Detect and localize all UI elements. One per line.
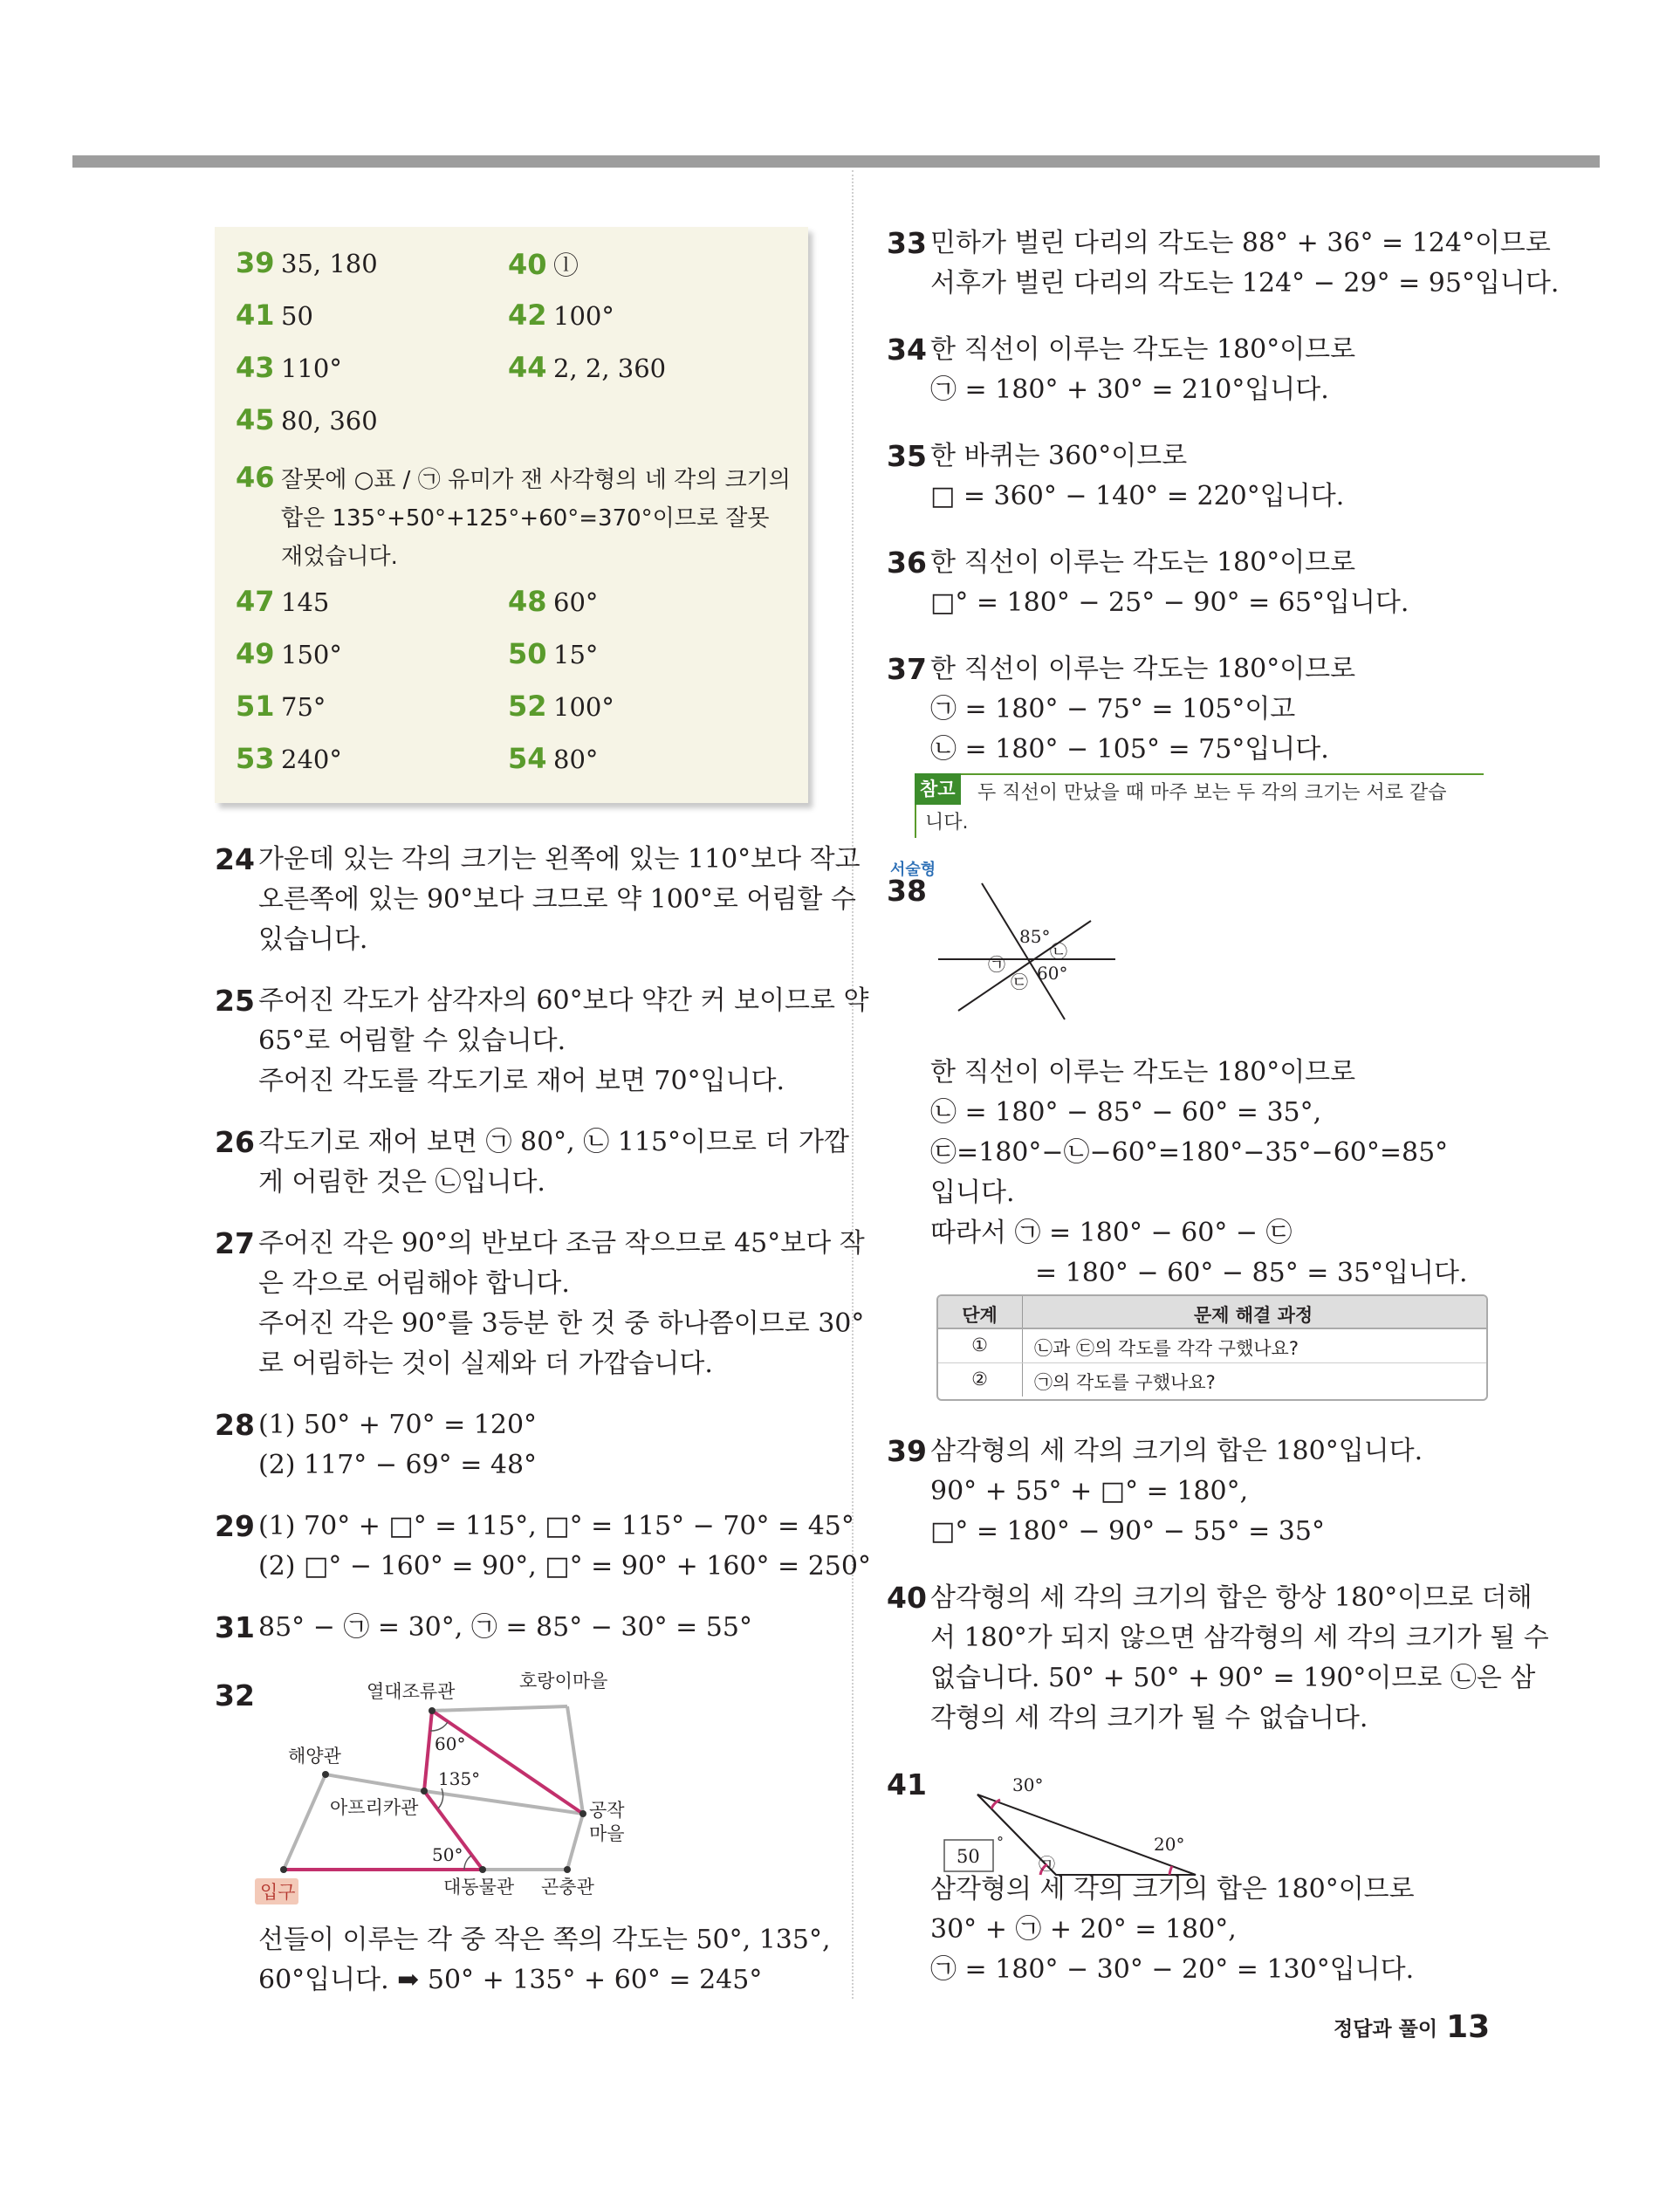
problem-40-right: 40 삼각형의 세 각의 크기의 합은 항상 180°이므로 더해 서 180°가 되지 않으면 삼각형의 세 각의 크기가 될 수 없습니다. 50° + 50° + 90° = 190°이므로 ㉡은 삼 각형의 세 각의 크기가 될 수 없습니다. — [887, 1581, 1549, 1733]
label-entrance: 입구 — [260, 1882, 296, 1903]
grading-table — [936, 1294, 1488, 1401]
label-insect-hall: 곤충관 — [541, 1877, 594, 1898]
problem-36: 36 한 직선이 이루는 각도는 180°이므로 □° = 180° − 25° − 90° = 65°입니다. — [887, 546, 1409, 618]
problem-24: 24 가운데 있는 각의 크기는 왼쪽에 있는 110°보다 작고 오른쪽에 있는 90°보다 크므로 약 100°로 어림할 수 있습니다. — [215, 842, 861, 955]
problem-39-right: 39 삼각형의 세 각의 크기의 합은 180°입니다. 90° + 55° + □° = 180°, □° = 180° − 90° − 55° = 35° — [887, 1434, 1423, 1547]
label-tiger-village: 호랑이마을 — [519, 1671, 608, 1692]
problem-41-text: 삼각형의 세 각의 크기의 합은 180°이므로 30° + ㉠ + 20° = 180°, ㉠ = 180° − 30° − 20° = 130°입니다. — [930, 1874, 1415, 1985]
answer-39: 39 35, 180 — [236, 246, 378, 279]
problem-37: 37 한 직선이 이루는 각도는 180°이므로 ㉠ = 180° − 75° = 105°이고 ㉡ = 180° − 105° = 75°입니다. — [887, 652, 1356, 765]
answer-41: 41 50 — [236, 299, 313, 332]
table-row: ② ㉠의 각도를 구했나요? — [938, 1363, 1486, 1397]
problem-26: 26 각도기로 재어 보면 ㉠ 80°, ㉡ 115°이므로 더 가깝 게 어림한 것은 ㉡입니다. — [215, 1125, 849, 1198]
problem-29: 29 (1) 70° + □° = 115°, □° = 115° − 70° = 45° (2) □° − 160° = 90°, □° = 90° + 160° = 250° — [215, 1509, 871, 1582]
answer-46: 46 잘못에 ○표 / ㉠ 유미가 잰 사각형의 네 각의 크기의 합은 135°+50°+125°+60°=370°이므로 잘못 재었습니다. — [236, 461, 791, 570]
problem-38-text: 한 직선이 이루는 각도는 180°이므로 ㉡ = 180° − 85° − 60° = 35°, ㉢=180°−㉡−60°=180°−35°−60°=85° 입니다. 따라서 ㉠ = 180° − 60° − ㉢ = 180° − 60° − 85° = 35°입니다. — [930, 1057, 1468, 1288]
angle-135-label: 135° — [438, 1768, 481, 1789]
footer-title: 정답과 풀이 — [1334, 2018, 1438, 2041]
essay-type-tag: 서술형 — [890, 861, 936, 879]
angle-g-label: ㉠ — [1039, 1855, 1056, 1874]
angle-60-label-38: 60° — [1037, 963, 1068, 984]
problem-35: 35 한 바퀴는 360°이므로 □ = 360° − 140° = 220°입니다. — [887, 439, 1345, 511]
answer-40: 40 ⓛ — [508, 248, 579, 281]
answer-43: 43 110° — [236, 351, 342, 384]
angle-g3-label: ㉢ — [1011, 971, 1028, 992]
zoo-map-figure — [244, 1663, 681, 1911]
triangle-figure — [925, 1754, 1204, 1885]
label-tropical-birds: 열대조류관 — [367, 1681, 456, 1702]
angle-30-label: 30° — [1012, 1774, 1044, 1795]
answer-45: 45 80, 360 — [236, 403, 378, 436]
problem-28: 28 (1) 50° + 70° = 120° (2) 117° − 69° = 48° — [215, 1408, 538, 1480]
answer-44: 44 2, 2, 360 — [508, 351, 667, 384]
table-row: ① ㉡과 ㉢의 각도를 각각 구했나요? — [938, 1329, 1486, 1363]
grading-table-header: 단계 문제 해결 과정 — [938, 1296, 1486, 1329]
label-africa-hall: 아프리카관 — [330, 1797, 419, 1818]
answer-42: 42 100° — [508, 299, 614, 332]
unknown-box-value: 50 — [957, 1846, 980, 1867]
answer-53: 53 240° — [236, 742, 342, 775]
degree-mark: ° — [997, 1834, 1004, 1850]
answer-54: 54 80° — [508, 742, 599, 775]
problem-25: 25 주어진 각도가 삼각자의 60°보다 약간 커 보이므로 약 65°로 어림할 수 있습니다. 주어진 각도를 각도기로 재어 보면 70°입니다. — [215, 984, 869, 1096]
reference-note: 참고 두 직선이 만났을 때 마주 보는 두 각의 크기는 서로 같습 니다. — [915, 773, 1484, 838]
angle-60-label: 60° — [435, 1733, 466, 1754]
label-large-animal: 대동물관 — [443, 1877, 515, 1898]
angle-g2-label: ㉡ — [1050, 941, 1067, 962]
page-number: 13 — [1446, 2009, 1491, 2045]
page-footer — [1334, 2009, 1490, 2045]
problem-27: 27 주어진 각은 90°의 반보다 조금 작으므로 45°보다 작 은 각으로 어림해야 합니다. 주어진 각은 90°를 3등분 한 것 중 하나쯤이므로 30° 로 어림하는 것이 실제와 더 가깝습니다. — [215, 1226, 865, 1379]
answer-49: 49 150° — [236, 637, 342, 670]
top-rule — [72, 155, 1600, 168]
answer-47: 47 145 — [236, 585, 330, 618]
answer-48: 48 60° — [508, 585, 599, 618]
answer-51: 51 75° — [236, 690, 326, 723]
problem-32-text: 선들이 이루는 각 중 작은 쪽의 각도는 50°, 135°, 60°입니다. ➡ 50° + 135° + 60° = 245° — [258, 1925, 831, 1995]
label-craft-village-2: 마을 — [589, 1823, 625, 1844]
reference-tag: 참고 — [915, 773, 961, 805]
answer-50: 50 15° — [508, 637, 599, 670]
problem-33: 33 민하가 벌린 다리의 각도는 88° + 36° = 124°이므로 서후가 벌린 다리의 각도는 124° − 29° = 95°입니다. — [887, 226, 1560, 299]
angle-85-label: 85° — [1019, 926, 1051, 947]
angle-50-label: 50° — [432, 1844, 463, 1865]
answer-52: 52 100° — [508, 690, 614, 723]
label-craft-village-1: 공작 — [589, 1800, 625, 1821]
problem-34: 34 한 직선이 이루는 각도는 180°이므로 ㉠ = 180° + 30° = 210°입니다. — [887, 333, 1356, 405]
intersecting-lines-figure — [925, 873, 1135, 1021]
label-ocean-hall: 해양관 — [288, 1746, 341, 1767]
angle-20-label: 20° — [1154, 1834, 1185, 1855]
answer-box — [215, 227, 808, 803]
angle-g1-label: ㉠ — [988, 954, 1005, 975]
column-divider — [852, 170, 854, 1999]
problem-31: 31 85° − ㉠ = 30°, ㉠ = 85° − 30° = 55° — [215, 1610, 752, 1644]
